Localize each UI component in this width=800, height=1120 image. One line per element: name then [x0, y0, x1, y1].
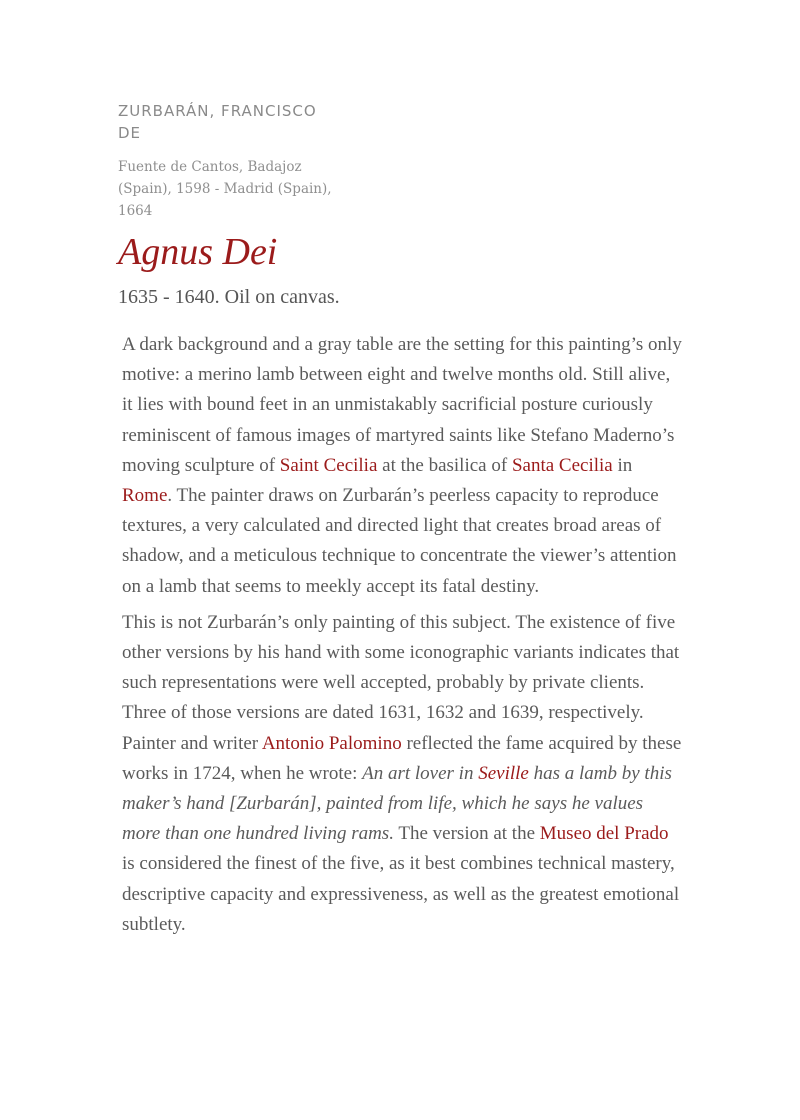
paragraph-1-text-2: at the basilica of: [377, 454, 512, 476]
link-museo-del-prado[interactable]: Museo del Prado: [539, 823, 669, 845]
artist-name: ZURBARÁN, FRANCISCO DE: [118, 102, 317, 142]
link-antonio-palomino[interactable]: Antonio Palomino: [261, 732, 402, 754]
artwork-description: [122, 330, 682, 946]
link-saint-cecilia[interactable]: Saint Cecilia: [279, 454, 378, 476]
link-rome[interactable]: Rome: [122, 485, 168, 507]
link-santa-cecilia[interactable]: Santa Cecilia: [511, 454, 613, 476]
paragraph-1-text-1: A dark background and a gray table are the setting for this painting’s only motive: a merino lamb between eight and twelve months old. Still alive, it lies with bound feet in an unmistakably sacrificial posture curiously reminiscent of famous images of martyred saints like Stefano Maderno’s moving sculpture of: [122, 334, 682, 476]
link-seville[interactable]: Seville: [478, 762, 529, 784]
paragraph-2-text-1: This is not Zurbarán’s only painting of this subject. The existence of five other versions by his hand with some iconographic variants indicates that such representations were well accepted, probably by private clients. Three of those versions are dated 1631, 1632 and 1639, respectively. Painter and writer: [122, 611, 680, 754]
paragraph-2-text-3: The version at the: [393, 823, 540, 845]
artwork-date-medium: 1635 - 1640. Oil on canvas.: [118, 286, 340, 308]
artwork-title: Agnus Dei: [118, 231, 278, 273]
paragraph-1-text-3: in: [612, 454, 633, 476]
artist-bio: Fuente de Cantos, Badajoz (Spain), 1598 - Madrid (Spain), 1664: [118, 159, 332, 219]
description-paragraph-1: [122, 330, 682, 602]
paragraph-2-text-2: reflected the fame acquired by these works in 1724, when he wrote:: [122, 732, 682, 784]
paragraph-1-text-4: . The painter draws on Zurbarán’s peerless capacity to reproduce textures, a very calculated and directed light that creates broad areas of shadow, and a meticulous technique to concentrate the viewer’s attention on a lamb that seems to meekly accept its fatal destiny.: [122, 485, 677, 597]
description-paragraph-2: [122, 608, 682, 940]
quote-text-1: An art lover in: [362, 762, 479, 784]
quote-text-2: has a lamb by this maker’s hand [Zurbarán], painted from life, which he says he values more than one hundred living rams.: [122, 762, 672, 845]
paragraph-2-text-4: is considered the finest of the five, as it best combines technical mastery, descriptive capacity and expressiveness, as well as the greatest emotional subtlety.: [122, 853, 680, 935]
